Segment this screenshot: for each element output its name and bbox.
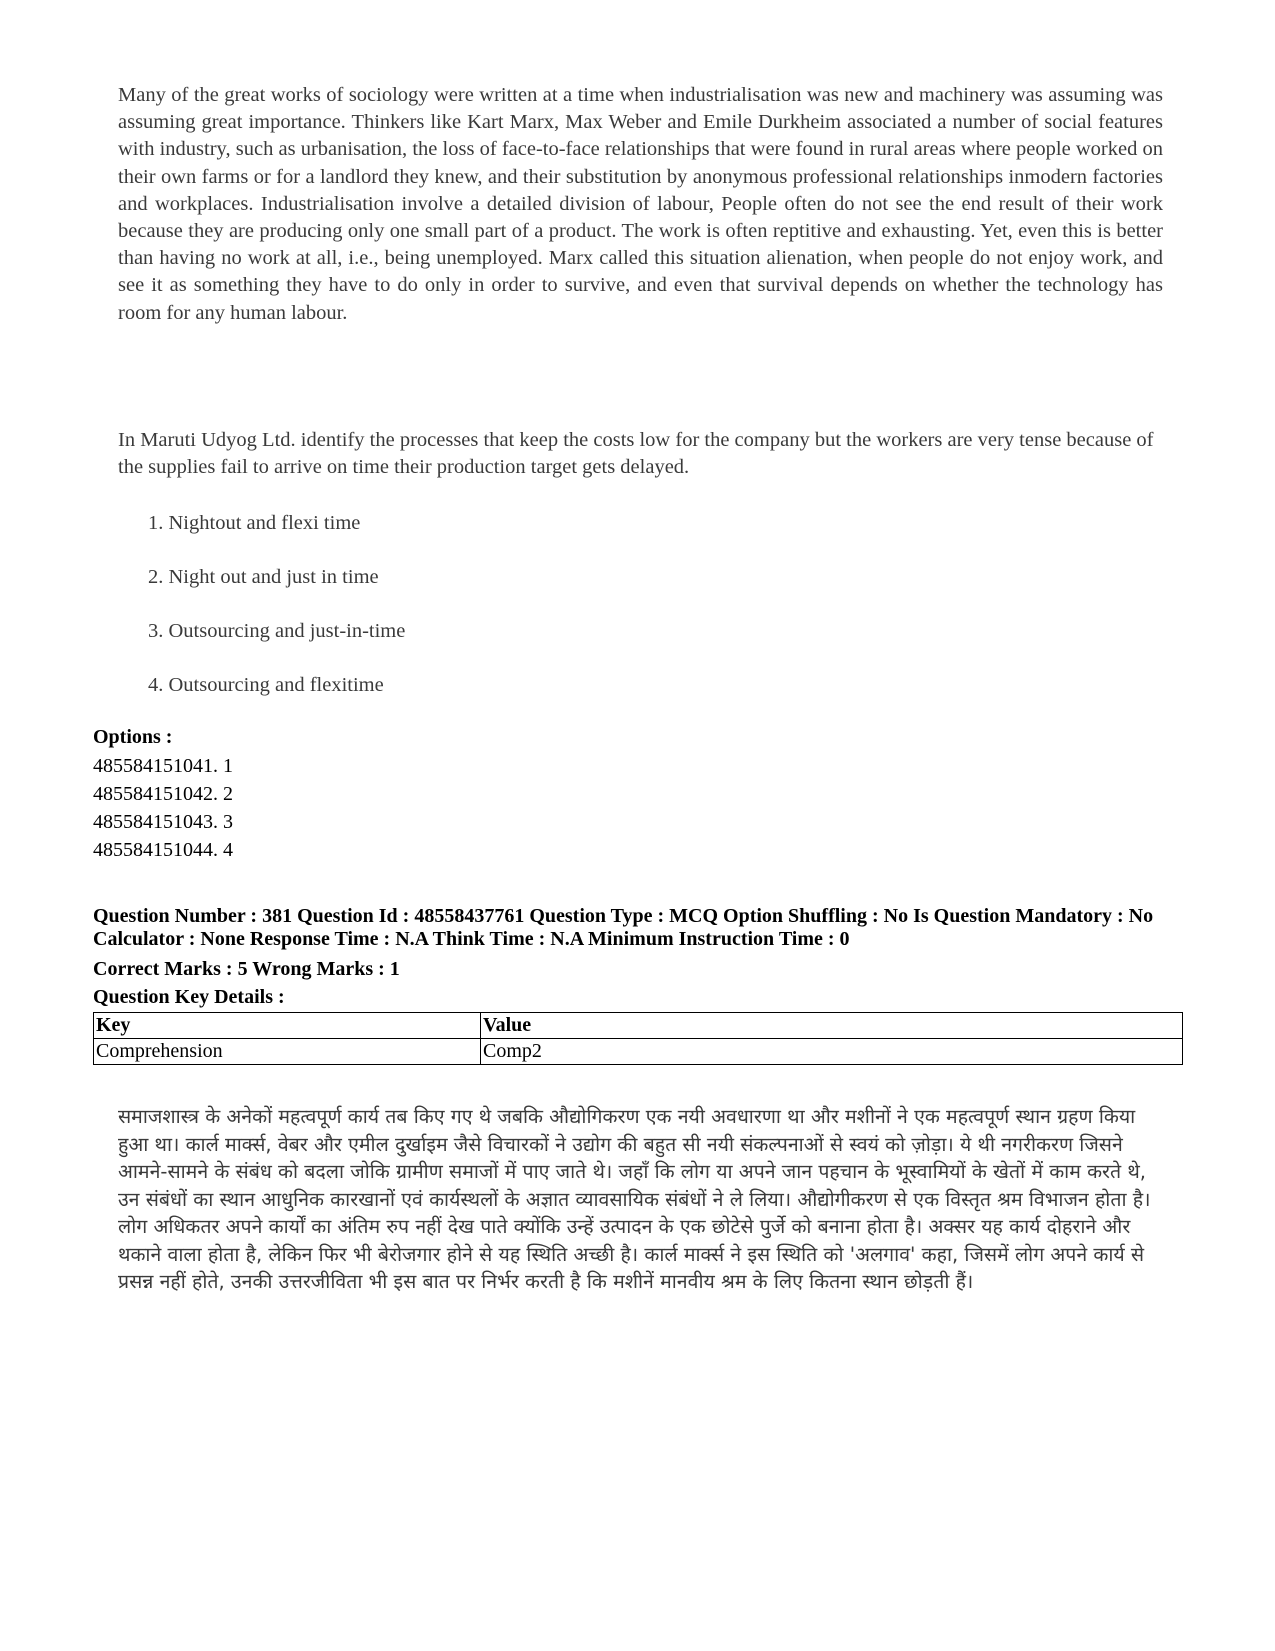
question-key-details-heading: Question Key Details :: [93, 986, 285, 1008]
key-cell: Comprehension: [94, 1039, 481, 1065]
table-row: [94, 1039, 1183, 1065]
key-column-header: Key: [94, 1013, 481, 1039]
option-id-4: 485584151044. 4: [93, 839, 233, 861]
answer-choice-3: 3. Outsourcing and just-in-time: [148, 620, 406, 642]
comprehension-passage-english: Many of the great works of sociology were written at a time when industrialisation was new and machinery was assuming was assuming great importance. Thinkers like Kart Marx, Max Weber and Emile Durkheim associated a number of social features with industry, such as urbanisation, the loss of face-to-face relationships that were found in rural areas where people worked on their own farms or for a landlord they knew, and their substitution by anonymous professional relationships inmodern factories and workplaces. Industrialisation involve a detailed division of labour, People often do not see the end result of their work because they are producing only one small part of a product. The work is often reptitive and exhausting. Yet, even this is better than having no work at all, i.e., being unemployed. Marx called this situation alienation, when people do not enjoy work, and see it as something they have to do only in order to survive, and even that survival depends on whether the technology has room for any human labour.: [118, 84, 1163, 324]
value-column-header: Value: [481, 1013, 1183, 1039]
option-ids-list: [93, 752, 233, 864]
question-metadata: Question Number : 381 Question Id : 48558437761 Question Type : MCQ Option Shuffling : No Is Question Mandatory : No Calculator : None Response Time : N.A Think Time : N.A Minimum Instruction Time : 0: [93, 905, 1154, 950]
option-id-3: 485584151043. 3: [93, 811, 233, 833]
comprehension-passage-hindi: समाजशास्त्र के अनेकों महत्वपूर्ण कार्य तब किए गए थे जबकि औद्योगिकरण एक नयी अवधारणा था और मशीनों ने एक महत्वपूर्ण स्थान ग्रहण किया हुआ था। कार्ल मार्क्स, वेबर और एमील दुर्खाइम जैसे विचारकों ने उद्योग की बहुत सी नयी संकल्पनाओं से स्वयं को ज़ोड़ा। ये थी नगरीकरण जिसने आमने-सामने के संबंध को बदला जोकि ग्रामीण समाजों में पाए जाते थे। जहाँ कि लोग या अपने जान पहचान के भूस्वामियों के खेतों में काम करते थे, उन संबंधों का स्थान आधुनिक कारखानों एवं कार्यस्थलों के अज्ञात व्यावसायिक संबंधों ने ले लिया। औद्योगीकरण से एक विस्तृत श्रम विभाजन होता है। लोग अधिकतर अपने कार्यों का अंतिम रुप नहीं देख पाते क्योंकि उन्हें उत्पादन के एक छोटेसे पुर्जे को बनाना होता है। अक्सर यह कार्य दोहराने और थकाने वाला होता है, लेकिन फिर भी बेरोजगार होने से यह स्थिति अच्छी है। कार्ल मार्क्स ने इस स्थिति को 'अलगाव' कहा, जिसमें लोग अपने कार्य से प्रसन्न नहीं होते, उनकी उत्तरजीविता भी इस बात पर निर्भर करती है कि मशीनें मानवीय श्रम के लिए कितना स्थान छोड़ती हैं।: [118, 1105, 1151, 1293]
answer-choice-1: 1. Nightout and flexi time: [148, 512, 361, 534]
marks-line: Correct Marks : 5 Wrong Marks : 1: [93, 958, 400, 980]
value-cell: Comp2: [481, 1039, 1183, 1065]
question-key-table: [93, 1012, 1183, 1065]
answer-choice-4: 4. Outsourcing and flexitime: [148, 674, 384, 696]
answer-choices: [148, 508, 405, 724]
option-id-2: 485584151042. 2: [93, 783, 233, 805]
key-table-header-row: [94, 1013, 1183, 1039]
options-heading: Options :: [93, 726, 173, 748]
answer-choice-2: 2. Night out and just in time: [148, 566, 379, 588]
option-id-1: 485584151041. 1: [93, 755, 233, 777]
question-text-english: In Maruti Udyog Ltd. identify the processes that keep the costs low for the company but the workers are very tense because of the supplies fail to arrive on time their production target gets delayed.: [118, 429, 1154, 478]
